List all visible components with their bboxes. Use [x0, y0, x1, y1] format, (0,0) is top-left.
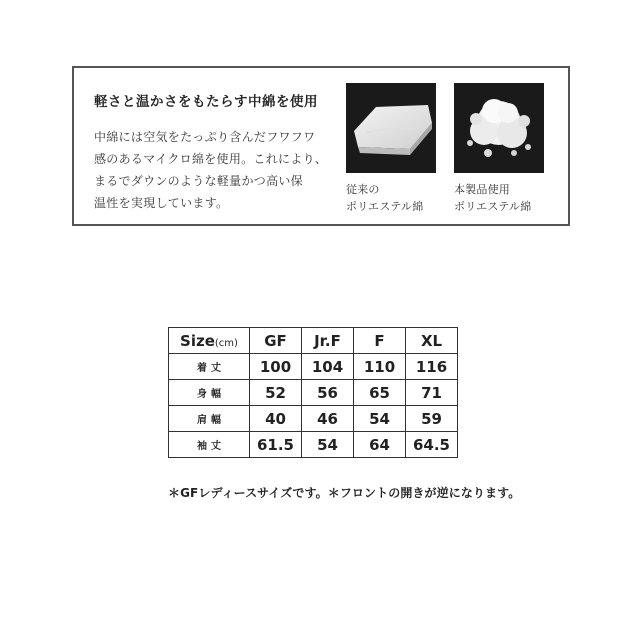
table-cell: 46: [302, 406, 354, 432]
feature-description-line: 感のあるマイクロ綿を使用。これにより、: [94, 152, 328, 166]
feature-box: [72, 66, 570, 226]
table-row: [169, 354, 458, 380]
table-cell: 54: [354, 406, 406, 432]
row-label: 着丈: [169, 354, 250, 380]
table-cell: 104: [302, 354, 354, 380]
size-table: [168, 327, 458, 458]
caption-line: 従来の: [346, 183, 380, 196]
table-cell: 54: [302, 432, 354, 458]
flat-padding-image: [346, 83, 436, 173]
row-label: 肩幅: [169, 406, 250, 432]
table-cell: 71: [406, 380, 458, 406]
micro-padding-caption: [454, 181, 531, 215]
feature-description-line: まるでダウンのような軽量かつ高い保: [94, 174, 303, 188]
table-cell: 59: [406, 406, 458, 432]
feature-description-line: 温性を実現しています。: [94, 196, 229, 210]
table-cell: 64.5: [406, 432, 458, 458]
feature-description: [94, 126, 327, 214]
table-cell: 61.5: [250, 432, 302, 458]
table-cell: 52: [250, 380, 302, 406]
fluffy-padding-image: [454, 83, 544, 173]
feature-title: 軽さと温かさをもたらす中綿を使用: [94, 94, 318, 110]
table-cell: 65: [354, 380, 406, 406]
table-cell: 100: [250, 354, 302, 380]
feature-description-line: 中綿には空気をたっぷり含んだフワフワ: [94, 130, 316, 144]
size-note: ＊GFレディースサイズです。＊フロントの開きが逆になります。: [168, 486, 521, 500]
table-row: [169, 406, 458, 432]
caption-line: 本製品使用: [454, 183, 510, 196]
conventional-padding-photo: [346, 83, 436, 173]
caption-line: ポリエステル綿: [454, 200, 532, 213]
table-cell: 40: [250, 406, 302, 432]
row-label: 身幅: [169, 380, 250, 406]
table-row: [169, 432, 458, 458]
column-header: XL: [406, 328, 458, 354]
size-header-unit: (cm): [214, 337, 238, 349]
column-header: GF: [250, 328, 302, 354]
table-cell: 64: [354, 432, 406, 458]
table-cell: 56: [302, 380, 354, 406]
micro-padding-photo: [454, 83, 544, 173]
column-header: F: [354, 328, 406, 354]
column-header: Jr.F: [302, 328, 354, 354]
size-table-header-row: [169, 328, 458, 354]
table-cell: 110: [354, 354, 406, 380]
table-cell: 116: [406, 354, 458, 380]
caption-line: ポリエステル綿: [346, 200, 424, 213]
table-row: [169, 380, 458, 406]
size-header-label: Size: [180, 331, 215, 350]
size-header-cell: [169, 328, 250, 354]
row-label: 袖丈: [169, 432, 250, 458]
conventional-padding-caption: [346, 181, 423, 215]
